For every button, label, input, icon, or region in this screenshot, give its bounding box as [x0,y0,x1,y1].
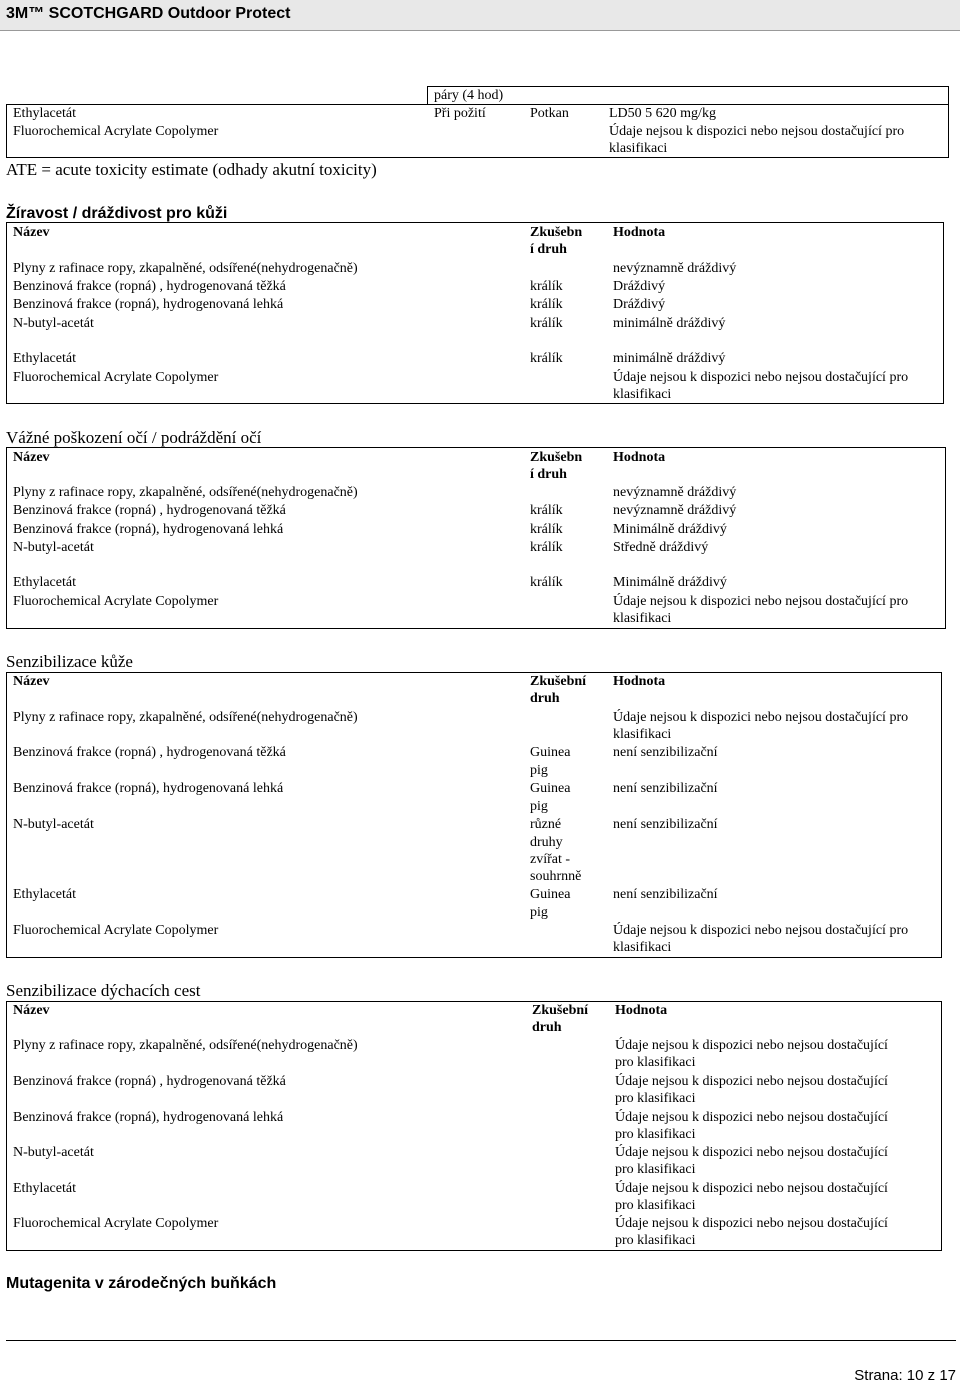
eye-r1-name: Plyny z rafinace ropy, zkapalněné, odsířené(nehydrogenačně) [13,485,358,500]
eye-header-name: Název [13,450,50,465]
skin-header-species-1: Zkušebn [530,225,583,240]
eye-r2-species: králík [530,503,563,518]
skin-sens-r1-name: Plyny z rafinace ropy, zkapalněné, odsířené(nehydrogenačně) [13,710,358,725]
skin-r6-value-1: Údaje nejsou k dispozici nebo nejsou dostačující pro [613,370,909,385]
skin-r4-name: N-butyl-acetát [13,316,94,331]
eye-r5-name: Ethylacetát [13,575,76,590]
skin-sens-r3-species-2: pig [530,799,548,814]
ate-note: ATE = acute toxicity estimate (odhady akutní toxicity) [6,160,377,179]
eye-r1-value: nevýznamně dráždivý [613,485,737,500]
resp-sens-header-species-2: druh [532,1020,562,1035]
skin-sens-r2-name: Benzinová frakce (ropná) , hydrogenovaná těžká [13,745,286,760]
skin-r5-species: králík [530,351,563,366]
top-table-r1-route: Při požití [434,106,486,121]
skin-r4-species: králík [530,316,563,331]
resp-sens-r5-value-1: Údaje nejsou k dispozici nebo nejsou dostačující [615,1181,888,1196]
skin-sens-r4-name: N-butyl-acetát [13,817,94,832]
resp-sens-r5-name: Ethylacetát [13,1181,76,1196]
skin-r1-value: nevýznamně dráždivý [613,261,737,276]
skin-header-species-2: í druh [530,242,567,257]
skin-sens-r1-value-1: Údaje nejsou k dispozici nebo nejsou dostačující pro [613,710,909,725]
top-table-r1-name: Ethylacetát [13,106,76,121]
eye-r5-value: Minimálně dráždivý [613,575,727,590]
eye-r6-value-2: klasifikaci [613,611,672,626]
eye-header-value: Hodnota [613,450,666,465]
section-title-mutagen: Mutagenita v zárodečných buňkách [6,1275,277,1292]
resp-sens-header-name: Název [13,1003,50,1018]
skin-r6-name: Fluorochemical Acrylate Copolymer [13,370,219,385]
top-table-r2-value-1: Údaje nejsou k dispozici nebo nejsou dostačující pro [609,124,905,139]
skin-sens-r4-species-4: souhrnně [530,869,582,884]
resp-sens-r1-value-2: pro klasifikaci [615,1055,696,1070]
resp-sens-r3-value-2: pro klasifikaci [615,1127,696,1142]
skin-sens-r6-name: Fluorochemical Acrylate Copolymer [13,923,219,938]
skin-r5-value: minimálně dráždivý [613,351,726,366]
eye-header-species-2: í druh [530,467,567,482]
resp-sens-r2-value-1: Údaje nejsou k dispozici nebo nejsou dostačující [615,1074,888,1089]
footer-divider [6,1340,956,1341]
skin-sens-r5-species-1: Guinea [530,887,571,902]
resp-sens-header-value: Hodnota [615,1003,668,1018]
skin-sens-r2-value: není senzibilizační [613,745,718,760]
skin-sens-r5-value: není senzibilizační [613,887,718,902]
skin-sens-r4-species-2: druhy [530,835,563,850]
skin-r2-value: Dráždivý [613,279,666,294]
skin-sens-header-value: Hodnota [613,674,666,689]
skin-sens-header-species-2: druh [530,691,560,706]
top-table-r2-name: Fluorochemical Acrylate Copolymer [13,124,219,139]
skin-r3-value: Dráždivý [613,297,666,312]
eye-r4-value: Středně dráždivý [613,540,709,555]
skin-sens-r4-species-3: zvířat - [530,852,571,867]
document-title: 3M™ SCOTCHGARD Outdoor Protect [6,5,291,22]
section-title-eye: Vážné poškození očí / podráždění očí [6,428,262,447]
eye-r3-name: Benzinová frakce (ropná), hydrogenovaná lehká [13,522,284,537]
header-divider [0,30,960,31]
eye-r6-name: Fluorochemical Acrylate Copolymer [13,594,219,609]
top-table-cont-text: páry (4 hod) [434,88,504,103]
resp-sens-r6-name: Fluorochemical Acrylate Copolymer [13,1216,219,1231]
skin-sens-header-species-1: Zkušební [530,674,587,689]
top-table-r1-value: LD50 5 620 mg/kg [609,106,716,121]
skin-r3-species: králík [530,297,563,312]
resp-sens-r4-value-1: Údaje nejsou k dispozici nebo nejsou dostačující [615,1145,888,1160]
section-title-skin: Žíravost / dráždivost pro kůži [6,205,228,222]
skin-r5-name: Ethylacetát [13,351,76,366]
skin-sens-r5-species-2: pig [530,905,548,920]
skin-r3-name: Benzinová frakce (ropná), hydrogenovaná lehká [13,297,284,312]
top-table-r2-value-2: klasifikaci [609,141,668,156]
skin-sens-r6-value-2: klasifikaci [613,940,672,955]
eye-r3-species: králík [530,522,563,537]
section-title-skin-sens: Senzibilizace kůže [6,652,133,671]
eye-r2-name: Benzinová frakce (ropná) , hydrogenovaná těžká [13,503,286,518]
skin-sens-r4-species-1: různé [530,817,562,832]
resp-sens-r2-name: Benzinová frakce (ropná) , hydrogenovaná těžká [13,1074,286,1089]
skin-sens-r6-value-1: Údaje nejsou k dispozici nebo nejsou dostačující pro [613,923,909,938]
eye-r3-value: Minimálně dráždivý [613,522,727,537]
skin-sens-r4-value: není senzibilizační [613,817,718,832]
skin-r4-value: minimálně dráždivý [613,316,726,331]
top-table-r1-species: Potkan [530,106,569,121]
skin-r1-name: Plyny z rafinace ropy, zkapalněné, odsířené(nehydrogenačně) [13,261,358,276]
top-table-cont-row [427,86,949,105]
skin-r2-species: králík [530,279,563,294]
resp-sens-header-species-1: Zkušební [532,1003,589,1018]
skin-sens-header-name: Název [13,674,50,689]
section-title-resp-sens: Senzibilizace dýchacích cest [6,981,201,1000]
skin-sens-r2-species-1: Guinea [530,745,571,760]
resp-sens-r4-name: N-butyl-acetát [13,1145,94,1160]
resp-sens-r4-value-2: pro klasifikaci [615,1162,696,1177]
resp-sens-r6-value-1: Údaje nejsou k dispozici nebo nejsou dostačující [615,1216,888,1231]
skin-sens-r1-value-2: klasifikaci [613,727,672,742]
resp-sens-r1-name: Plyny z rafinace ropy, zkapalněné, odsířené(nehydrogenačně) [13,1038,358,1053]
skin-sens-r3-name: Benzinová frakce (ropná), hydrogenovaná lehká [13,781,284,796]
skin-sens-r3-value: není senzibilizační [613,781,718,796]
resp-sens-r5-value-2: pro klasifikaci [615,1198,696,1213]
skin-sens-r3-species-1: Guinea [530,781,571,796]
skin-header-name: Název [13,225,50,240]
eye-r2-value: nevýznamně dráždivý [613,503,737,518]
eye-r5-species: králík [530,575,563,590]
eye-r6-value-1: Údaje nejsou k dispozici nebo nejsou dostačující pro [613,594,909,609]
resp-sens-r1-value-1: Údaje nejsou k dispozici nebo nejsou dostačující [615,1038,888,1053]
resp-sens-r3-name: Benzinová frakce (ropná), hydrogenovaná lehká [13,1110,284,1125]
skin-r6-value-2: klasifikaci [613,387,672,402]
eye-r4-name: N-butyl-acetát [13,540,94,555]
skin-sens-r2-species-2: pig [530,763,548,778]
skin-sens-r5-name: Ethylacetát [13,887,76,902]
eye-r4-species: králík [530,540,563,555]
skin-r2-name: Benzinová frakce (ropná) , hydrogenovaná těžká [13,279,286,294]
resp-sens-r6-value-2: pro klasifikaci [615,1233,696,1248]
eye-header-species-1: Zkušebn [530,450,583,465]
page-number: Strana: 10 z 17 [854,1367,956,1384]
resp-sens-r2-value-2: pro klasifikaci [615,1091,696,1106]
skin-header-value: Hodnota [613,225,666,240]
resp-sens-r3-value-1: Údaje nejsou k dispozici nebo nejsou dostačující [615,1110,888,1125]
